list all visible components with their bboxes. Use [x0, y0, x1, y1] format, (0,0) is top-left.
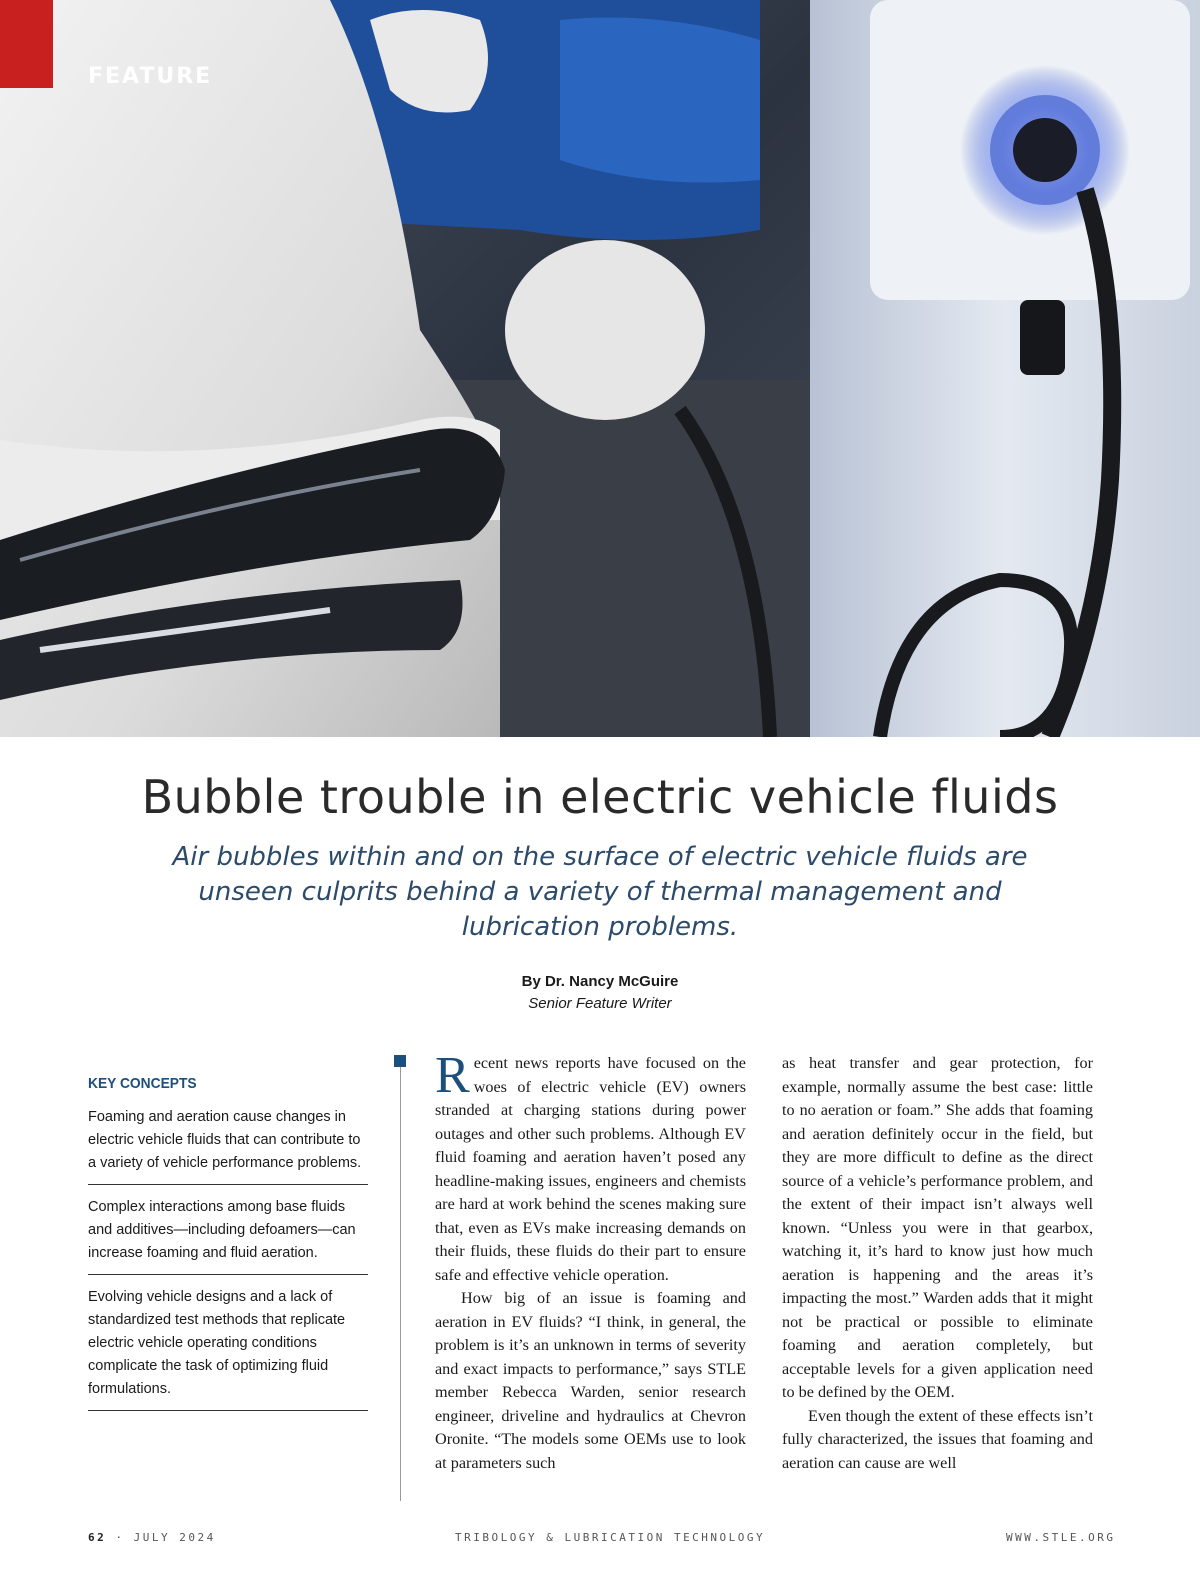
key-concepts-heading: KEY CONCEPTS	[88, 1075, 197, 1092]
key-concept-item: Foaming and aeration cause changes in electric vehicle fluids that can contribute to a variety of vehicle performance problems.	[88, 1106, 368, 1185]
hero-photo	[0, 0, 1200, 737]
charge-port-cap	[505, 240, 705, 420]
section-marker-square	[394, 1055, 406, 1067]
body-paragraph: Even though the extent of these effects isn’t fully characterized, the issues that foaming and aeration can cause are well	[782, 1406, 1093, 1472]
body-paragraph: as heat transfer and gear protection, for example, normally assume the best case: little to no aeration or foam.” She adds that foaming and aeration definitely occur in the field, but they are more difficult to define as the direct source of a vehicle’s performance problem, and the extent of their impact isn’t always well known. “Unless you were in that gearbox, watching it, it’s hard to know just how much aeration is happening and the areas it’s impacting the most.” Warden adds that it might not be practical or possible to eliminate foaming and aeration completely, but acceptable levels for a given application need to be defined by the OEM.	[782, 1054, 1093, 1401]
body-text: ecent news reports have focused on the woes of electric vehicle (EV) owners stranded at charging stations during power outages and other such problems. Although EV fluid foaming and aeration haven’t posed any headline-making issues, engineers and chemists are hard at work behind the scenes making sure that, even as EVs make increasing demands on their fluids, these fluids do their part to ensure safe and effective vehicle operation.	[435, 1054, 746, 1284]
section-label: FEATURE	[88, 64, 213, 89]
website-link[interactable]: WWW.STLE.ORG	[1006, 1531, 1116, 1544]
issue-date: JULY 2024	[133, 1531, 216, 1544]
author-name: By Dr. Nancy McGuire	[521, 973, 679, 990]
body-column-2	[782, 1052, 1093, 1475]
key-concept-item: Evolving vehicle designs and a lack of standardized test methods that replicate electric vehicle operating conditions complicate the task of optimizing fluid formulations.	[88, 1286, 368, 1411]
body-column-1	[435, 1047, 746, 1475]
key-concept-item: Complex interactions among base fluids and additives—including defoamers—can increase foaming and fluid aeration.	[88, 1196, 368, 1275]
publication-name: TRIBOLOGY & LUBRICATION TECHNOLOGY	[455, 1531, 766, 1544]
footer-page-info	[88, 1531, 216, 1544]
footer-separator: ·	[115, 1531, 125, 1544]
body-paragraph	[435, 1047, 746, 1287]
ev-charging-illustration	[0, 0, 1200, 737]
drop-cap: R	[435, 1047, 470, 1104]
page-number: 62	[88, 1531, 107, 1544]
column-divider	[400, 1056, 401, 1501]
article-subtitle: Air bubbles within and on the surface of electric vehicle fluids are unseen culprits behind a variety of thermal management and lubrication problems.	[172, 842, 1028, 942]
author-role: Senior Feature Writer	[528, 995, 672, 1012]
section-color-tab	[0, 0, 53, 88]
article-title: Bubble trouble in electric vehicle fluids	[141, 770, 1059, 824]
byline	[0, 971, 1200, 1015]
body-paragraph: How big of an issue is foaming and aeration in EV fluids? “I think, in general, the problem is it’s an unknown in terms of severity and exact impacts to performance,” says STLE member Rebecca Warden, senior research engineer, driveline and hydraulics at Chevron Oronite. “The models some OEMs use to look at parameters such	[435, 1289, 746, 1472]
key-concepts-sidebar	[88, 1075, 371, 1422]
